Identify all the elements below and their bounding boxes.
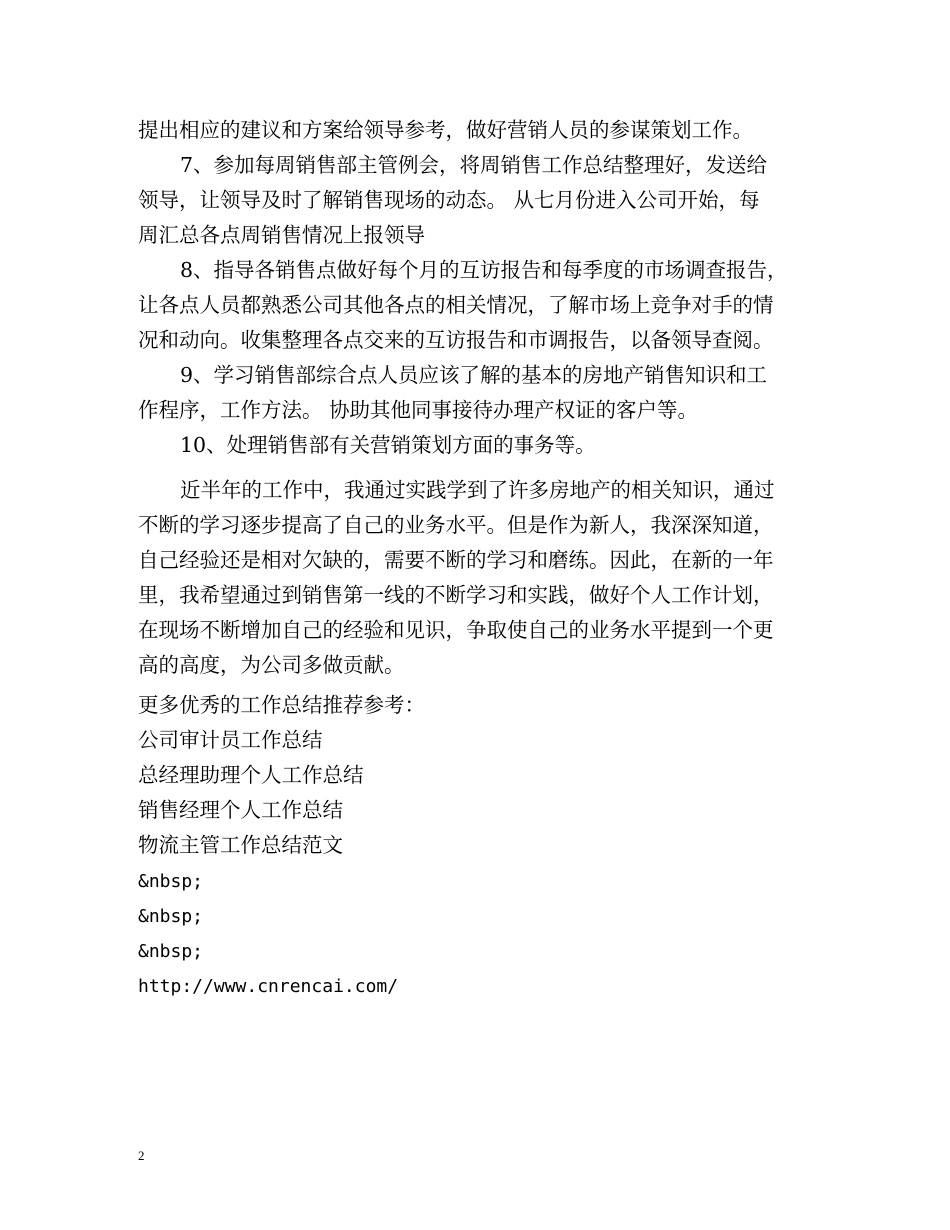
text-line: 在现场不断增加自己的经验和见识，争取使自己的业务水平提到一个更 xyxy=(138,618,774,642)
link-line[interactable]: 公司审计员工作总结 xyxy=(138,728,323,752)
text-line: 作程序，工作方法。 协助其他同事接待办理产权证的客户等。 xyxy=(138,398,699,422)
text-line: 10、处理销售部有关营销策划方面的事务等。 xyxy=(180,433,596,457)
link-line[interactable]: 销售经理个人工作总结 xyxy=(138,798,343,822)
link-line[interactable]: 总经理助理个人工作总结 xyxy=(138,763,364,787)
text-line: 8、指导各销售点做好每个月的互访报告和每季度的市场调查报告， xyxy=(180,258,788,282)
text-line: 9、学习销售部综合点人员应该了解的基本的房地产销售知识和工 xyxy=(180,363,768,387)
text-line: 7、参加每周销售部主管例会，将周销售工作总结整理好，发送给 xyxy=(180,153,768,177)
text-line: 不断的学习逐步提高了自己的业务水平。但是作为新人，我深深知道， xyxy=(138,513,774,537)
text-line: 领导，让领导及时了解销售现场的动态。 从七月份进入公司开始，每 xyxy=(138,188,760,212)
text-line: &nbsp; xyxy=(138,941,204,962)
text-line: 况和动向。收集整理各点交来的互访报告和市调报告，以备领导查阅。 xyxy=(138,328,774,352)
text-line: &nbsp; xyxy=(138,906,204,927)
url-line[interactable]: http://www.cnrencai.com/ xyxy=(138,976,399,997)
page-number: 2 xyxy=(138,1148,145,1163)
text-line: &nbsp; xyxy=(138,871,204,892)
text-line: 提出相应的建议和方案给领导参考，做好营销人员的参谋策划工作。 xyxy=(138,118,753,142)
text-line: 周汇总各点周销售情况上报领导 xyxy=(138,223,425,247)
text-line: 近半年的工作中，我通过实践学到了许多房地产的相关知识，通过 xyxy=(180,478,775,502)
text-line: 让各点人员都熟悉公司其他各点的相关情况，了解市场上竞争对手的情 xyxy=(138,293,774,317)
text-line: 高的高度，为公司多做贡献。 xyxy=(138,653,405,677)
text-line: 里，我希望通过到销售第一线的不断学习和实践，做好个人工作计划， xyxy=(138,583,774,607)
text-line: 自己经验还是相对欠缺的，需要不断的学习和磨练。因此，在新的一年 xyxy=(138,548,774,572)
link-line[interactable]: 物流主管工作总结范文 xyxy=(138,833,343,857)
text-line: 更多优秀的工作总结推荐参考： xyxy=(138,693,425,717)
